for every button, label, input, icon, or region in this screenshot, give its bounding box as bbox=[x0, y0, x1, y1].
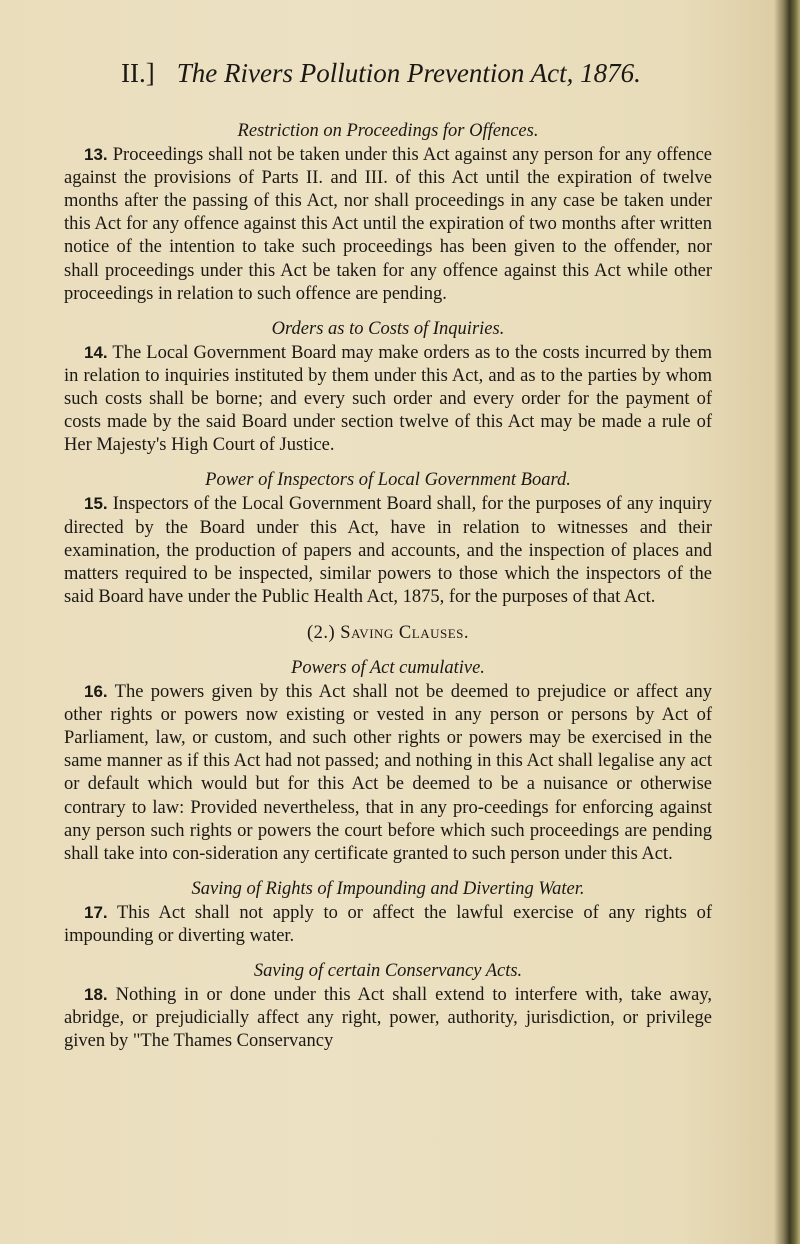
section-number: 13. bbox=[84, 145, 108, 165]
section-paragraph bbox=[64, 983, 712, 1053]
page-body bbox=[64, 120, 712, 1053]
section-text: The powers given by this Act shall not be deemed to prejudice or affect any other rights or powers now existing or vested in any person or persons by Act of Parliament, law, or custom, and such other rights or powers may be exercised in the same manner as if this Act had not passed; and nothing in this Act shall legalise any act or default which would but for this Act be deemed to be a nuisance or otherwise contrary to law: Provided nevertheless, that in any pro-ceedings for enforcing against any person such rights or powers the court before which such proceedings are pending shall take into con-sideration any certificate granted to such person under this Act. bbox=[64, 682, 713, 864]
section-number: 18. bbox=[84, 985, 108, 1005]
section-heading: Saving of certain Conservancy Acts. bbox=[253, 961, 523, 982]
page-edge bbox=[774, 0, 800, 1244]
section-paragraph bbox=[64, 341, 712, 457]
running-header bbox=[121, 56, 681, 90]
section-paragraph bbox=[64, 680, 712, 866]
section-paragraph bbox=[64, 492, 712, 608]
section-heading: Restriction on Proceedings for Offences. bbox=[237, 121, 539, 141]
section-paragraph bbox=[64, 901, 712, 948]
section-text: The Local Government Board may make orders as to the costs incurred by them in relation to inquiries instituted by them under this Act, and as to the parties by whom such costs shall be borne; and every such order and every order for the payment of costs made by the said Board under section twelve of this Act may be made a rule of Her Majesty's High Court of Justice. bbox=[64, 342, 713, 456]
section-number: 16. bbox=[84, 682, 108, 702]
section-number: 17. bbox=[84, 902, 108, 922]
chapter-number: II.] bbox=[121, 58, 155, 88]
section-heading: Power of Inspectors of Local Government Board. bbox=[205, 470, 571, 491]
part-heading: (2.) Saving Clauses. bbox=[306, 622, 470, 643]
section-number: 15. bbox=[84, 494, 108, 514]
section-text: Inspectors of the Local Government Board shall, for the purposes of any inquiry directed by the Board under this Act, have in relation to witnesses and their examination, the production of papers and accounts, and the inspection of places and matters required to be inspected, similar powers to those which the inspectors of the said Board have under the Public Health Act, 1875, for the purposes of that Act. bbox=[64, 494, 713, 607]
section-number: 14. bbox=[84, 342, 108, 362]
section-text: Proceedings shall not be taken under this Act against any person for any offence against the provisions of Parts II. and III. of this Act until the expiration of twelve months after the passing of this Act, nor shall proceedings in any case be taken under this Act for any offence against this Act until the expiration of two months after written notice of the intention to take such proceedings has been given to the offender, nor shall proceedings under this Act be taken for any offence against this Act while other proceedings in relation to such offence are pending. bbox=[64, 145, 713, 304]
section-text: Nothing in or done under this Act shall extend to interfere with, take away, abridge, or prejudicially affect any right, power, authority, jurisdiction, or privilege given by "The Thames Conservancy bbox=[64, 985, 712, 1052]
section-heading: Saving of Rights of Impounding and Diverting Water. bbox=[191, 878, 585, 899]
section-text: This Act shall not apply to or affect the lawful exercise of any rights of impounding or diverting water. bbox=[64, 902, 713, 946]
section-heading: Orders as to Costs of Inquiries. bbox=[271, 318, 505, 339]
section-heading: Powers of Act cumulative. bbox=[291, 657, 485, 678]
section-paragraph bbox=[64, 143, 712, 306]
running-title: The Rivers Pollution Prevention Act, 1876. bbox=[176, 58, 641, 88]
